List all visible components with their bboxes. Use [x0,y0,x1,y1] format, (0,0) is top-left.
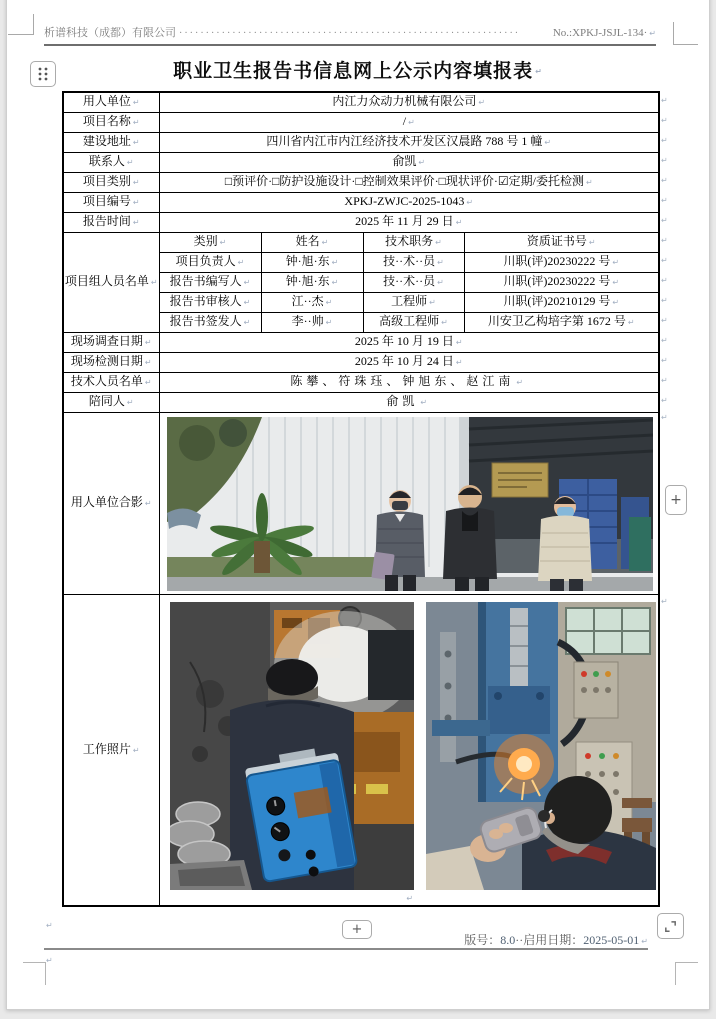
margin-crop-mark-top-right [673,22,698,45]
contact-label[interactable]: 联系人 ↵ [63,152,159,172]
table-row [63,412,659,594]
paragraph-mark: ↵ [466,197,474,207]
address-value[interactable]: 四川省内江市内江经济技术开发区汉晨路 788 号 1 幢 ↵ [159,132,659,152]
address-label[interactable]: 建设地址 ↵ [63,132,159,152]
paragraph-mark: ↵ [132,98,140,107]
paragraph-mark: ↵ [455,337,463,347]
team-title[interactable]: 技··术··员 ↵ [363,252,464,272]
table-row [63,352,659,372]
paragraph-mark: ↵ [243,277,251,287]
footer-version: 8.0 [500,933,516,947]
employer-label[interactable]: 用人单位 ↵ [63,92,159,112]
footer-date: 2025-05-01 [583,933,640,947]
paragraph-mark: ↵ [325,297,333,307]
expand-button[interactable] [657,913,684,939]
paragraph-mark: ↵ [132,117,140,127]
page-footer[interactable] [44,931,648,948]
header-company: 析谱科技（成都）有限公司 [44,27,176,39]
companion-label[interactable]: 陪同人 ↵ [63,392,159,412]
paragraph-mark: ↵ [585,177,593,187]
team-title[interactable]: 技··术··员 ↵ [363,272,464,292]
paragraph-mark: ↵ [612,297,620,307]
paragraph-mark: ↵ [435,237,442,247]
survey-date-value[interactable]: 2025 年 10 月 19 日 ↵ [159,332,659,352]
paragraph-mark: ↵ [321,237,329,247]
paragraph-mark: ↵ [144,377,152,387]
test-date-label[interactable]: 现场检测日期 ↵ [63,352,159,372]
footer-separator-dots: ·· [515,933,524,947]
team-header-title[interactable]: 技术职务 ↵ [363,232,464,252]
paragraph-mark: ↵ [406,894,414,904]
paragraph-mark: ↵ [437,257,444,267]
category-label[interactable]: 项目类别 ↵ [63,172,159,192]
paragraph-mark: ↵ [612,257,620,267]
team-title[interactable]: 工程师 ↵ [363,292,464,312]
team-label[interactable]: 项目组人员名单 ↵ [63,232,159,332]
paragraph-mark: ↵ [126,157,134,167]
paragraph-mark: ↵ [331,277,339,287]
header-doc-number: No.:XPKJ-JSJL-134· [552,27,648,39]
team-role[interactable]: 报告书编写人 ↵ [159,272,261,292]
test-date-value[interactable]: 2025 年 10 月 24 日 ↵ [159,352,659,372]
team-cert[interactable]: 川职(评)20230222 号 ↵ [464,252,659,272]
table-row [63,372,659,392]
paragraph-mark: ↵ [132,197,140,207]
page-header[interactable] [44,24,656,46]
paragraph-mark: ↵ [331,257,339,267]
team-role[interactable]: 项目负责人 ↵ [159,252,261,272]
project-no-value[interactable]: XPKJ-ZWJC-2025-1043 ↵ [159,192,659,212]
paragraph-mark: ↵ [420,397,432,407]
page-title[interactable] [0,56,716,83]
team-cert[interactable]: 川职(评)20210129 号 ↵ [464,292,659,312]
paragraph-mark: ↵ [478,98,486,107]
team-name[interactable]: 钟·旭·东 ↵ [261,252,363,272]
paragraph-mark: ↵ [544,137,552,147]
page-title-text: 职业卫生报告书信息网上公示内容填报表 [173,61,534,82]
tech-staff-value[interactable]: 陈攀、符珠珏、钟旭东、赵江南 ↵ [159,372,659,392]
project-name-label[interactable]: 项目名称 ↵ [63,112,159,132]
paragraph-mark: ↵ [132,177,140,187]
paragraph-mark: ↵ [612,277,620,287]
paragraph-mark: ↵ [243,317,251,327]
paragraph-mark: ↵ [237,257,245,267]
report-date-value[interactable]: 2025 年 11 月 29 日 ↵ [159,212,659,232]
form-table [62,91,660,907]
survey-date-label[interactable]: 现场调查日期 ↵ [63,332,159,352]
team-role[interactable]: 报告书签发人 ↵ [159,312,261,332]
paragraph-mark: ↵ [219,237,227,247]
team-header-role[interactable]: 类别 ↵ [159,232,261,252]
work-photo-right[interactable] [426,602,656,890]
paragraph-mark: ↵ [325,317,333,327]
paragraph-mark: ↵ [132,137,140,147]
team-cert[interactable]: 川职(评)20230222 号 ↵ [464,272,659,292]
table-row [63,112,659,132]
paragraph-mark: ↵ [132,217,140,227]
paragraph-mark: ↵ [441,317,448,327]
paragraph-mark: ↵ [588,237,596,247]
paragraph-mark: ↵ [132,745,140,755]
companion-value[interactable]: 俞凯 ↵ [159,392,659,412]
paragraph-mark: ↵ [243,297,251,307]
margin-crop-mark-top-left [8,14,34,35]
footer-underline [44,948,648,950]
paragraph-mark: ↵ [126,397,134,407]
paragraph-mark: ↵ [144,498,152,508]
group-photo[interactable] [167,417,653,591]
project-no-label[interactable]: 项目编号 ↵ [63,192,159,212]
group-photo-label[interactable]: 用人单位合影 ↵ [63,412,159,594]
paragraph-mark: ↵ [418,157,426,167]
table-row [63,594,659,906]
paragraph-mark: ↵ [437,277,444,287]
contact-value[interactable]: 俞凯 ↵ [159,152,659,172]
margin-crop-mark-bottom-right [675,962,698,985]
team-name[interactable]: 钟·旭·东 ↵ [261,272,363,292]
paragraph-mark: ↵ [46,955,53,965]
table-row [63,332,659,352]
table-row [63,152,659,172]
employer-value[interactable]: 内江力众动力机械有限公司 ↵ [159,92,659,112]
group-photo-cell [159,412,659,594]
team-cert[interactable]: 川安卫乙构培字第 1672 号 ↵ [464,312,659,332]
team-name[interactable]: 江··杰 ↵ [261,292,363,312]
plus-icon: + [670,492,682,508]
footer-date-label: 启用日期： [523,933,584,947]
table-row [63,392,659,412]
expand-icon [663,919,678,934]
paragraph-mark: ↵ [455,217,463,227]
report-date-label[interactable]: 报告时间 ↵ [63,212,159,232]
team-role[interactable]: 报告书审核人 ↵ [159,292,261,312]
paragraph-mark: ↵ [516,377,528,387]
work-photo-cell [159,594,659,906]
team-name[interactable]: 李··帅 ↵ [261,312,363,332]
paragraph-mark: ↵ [408,117,415,127]
paragraph-mark: ↵ [455,357,463,367]
team-header-cert[interactable]: 资质证书号 ↵ [464,232,659,252]
project-name-value[interactable]: / ↵ [159,112,659,132]
table-row [63,172,659,192]
margin-crop-mark-bottom-left [23,962,46,985]
table-row [63,192,659,212]
table-row [63,232,659,252]
paragraph-mark: ↵ [144,337,152,347]
paragraph-mark: ↵ [144,357,152,367]
paragraph-mark: ↵ [535,67,543,77]
table-row [63,132,659,152]
paragraph-mark: ↵ [150,277,158,287]
table-row [63,212,659,232]
add-row-side-button[interactable] [665,485,687,515]
work-photo-label[interactable]: 工作照片 ↵ [63,594,159,906]
row-end-marks: ↵ ↵ ↵ ↵ ↵ ↵ ↵ ↵ ↵ ↵ ↵ ↵ ↵ ↵ ↵ ↵ ↵ ↵ [661,96,668,606]
paragraph-mark: ↵ [429,297,436,307]
work-photo-left[interactable] [170,602,414,890]
paragraph-mark: ↵ [627,317,635,327]
team-header-name[interactable]: 姓名 ↵ [261,232,363,252]
tech-staff-label[interactable]: 技术人员名单 ↵ [63,372,159,392]
header-leader-dots: ································································ [179,28,521,39]
category-value[interactable]: □预评价·□防护设施设计·□控制效果评价·□现状评价·☑定期/委托检测 ↵ [159,172,659,192]
paragraph-mark: ↵ [46,920,53,930]
team-title[interactable]: 高级工程师 ↵ [363,312,464,332]
plus-icon: + [351,922,363,937]
table-row [63,92,659,112]
paragraph-mark: ↵ [649,29,656,38]
footer-version-label: 版号： [464,933,501,947]
paragraph-mark: ↵ [641,936,648,946]
